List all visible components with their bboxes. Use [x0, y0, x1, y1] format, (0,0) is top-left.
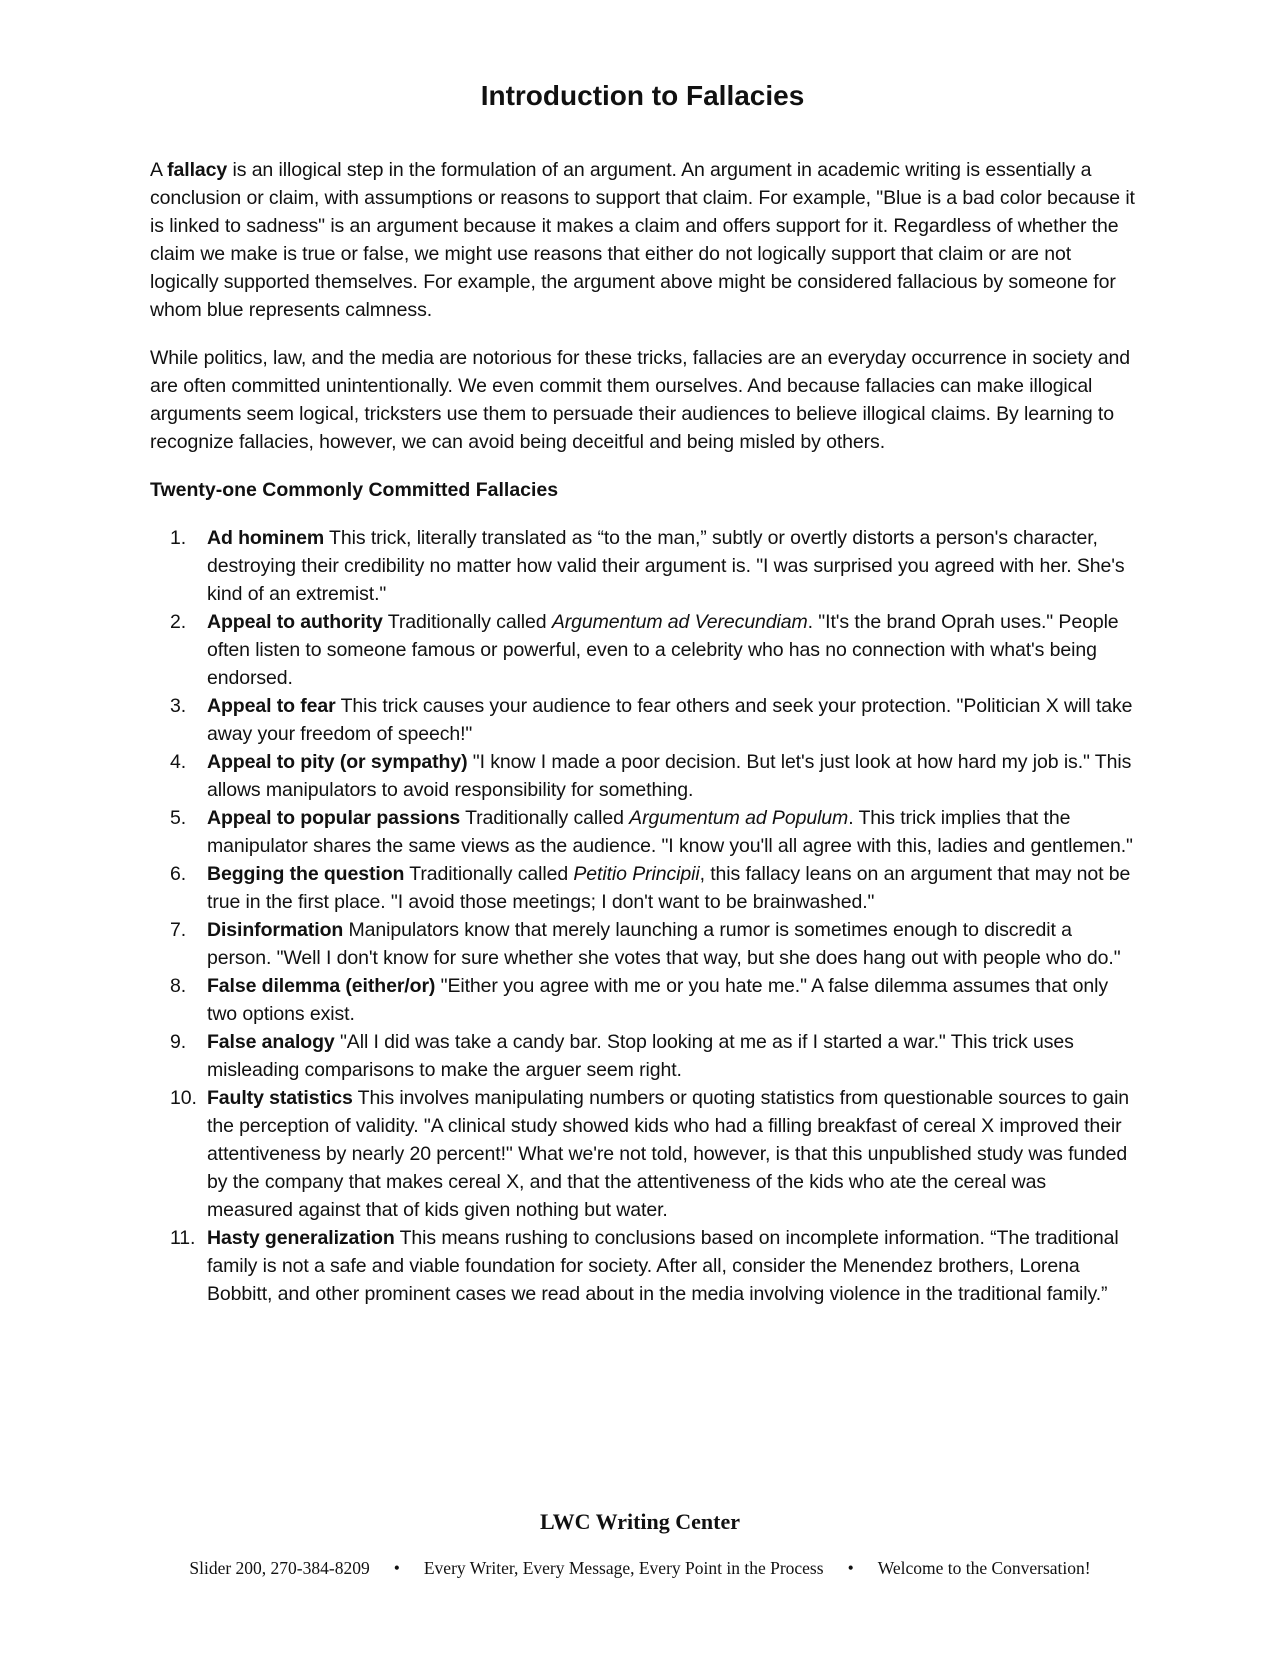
- list-item: [150, 916, 1135, 972]
- list-item-number: 2.: [170, 611, 187, 633]
- list-item-number: 9.: [170, 1031, 187, 1053]
- fallacy-description: , this fallacy leans on an argument that may not be true in the first place. "I avoid those meetings; I don't want to be brainwashed.": [207, 863, 1131, 913]
- list-item-number: 3.: [170, 695, 187, 717]
- footer-welcome: Welcome to the Conversation!: [877, 1558, 1091, 1578]
- list-item: [150, 1028, 1135, 1084]
- list-item: [150, 692, 1135, 748]
- intro-lead: A: [150, 159, 168, 181]
- list-item-number: 4.: [170, 751, 187, 773]
- list-item: [150, 804, 1135, 860]
- fallacy-name: False analogy: [207, 1031, 335, 1053]
- list-item-number: 10.: [170, 1087, 197, 1109]
- document-page: [150, 0, 1135, 1308]
- fallacy-description: "All I did was take a candy bar. Stop looking at me as if I started a war." This trick uses misleading comparisons to make the arguer seem right.: [207, 1031, 1074, 1081]
- intro-paragraph-1: [150, 156, 1135, 324]
- list-item: [150, 1224, 1135, 1308]
- fallacy-description: This trick, literally translated as “to the man,” subtly or overtly distorts a person's character, destroying their credibility no matter how valid their argument is. "I was surprised you agreed with her. She's kind of an extremist.": [207, 527, 1125, 605]
- fallacy-description: This involves manipulating numbers or quoting statistics from questionable sources to gain the perception of validity. "A clinical study showed kids who had a filling breakfast of cereal X improved their attentiveness by nearly 20 percent!" What we're not told, however, is that this unpublished study was funded by the company that makes cereal X, and that the attentiveness of the kids who ate the cereal was measured against that of kids given nothing but water.: [207, 1087, 1130, 1221]
- list-item-number: 1.: [170, 527, 187, 549]
- list-item: [150, 860, 1135, 916]
- list-item-number: 11.: [170, 1227, 196, 1249]
- list-item: [150, 748, 1135, 804]
- footer-info-line: [0, 1556, 1280, 1580]
- footer-title: LWC Writing Center: [539, 1509, 741, 1534]
- footer-contact: Slider 200, 270-384-8209: [189, 1558, 370, 1578]
- fallacy-name: Ad hominem: [207, 527, 325, 549]
- section-heading: Twenty-one Commonly Committed Fallacies: [150, 479, 559, 501]
- list-item-number: 7.: [170, 919, 187, 941]
- fallacy-description: Traditionally called: [460, 807, 630, 829]
- fallacy-name: Disinformation: [207, 919, 344, 941]
- fallacy-name: Faulty statistics: [207, 1087, 353, 1109]
- fallacy-description: . "It's the brand Oprah uses." People often listen to someone famous or powerful, even to a celebrity who has no connection with what's being endorsed.: [207, 611, 1119, 689]
- fallacy-description: "I know I made a poor decision. But let's just look at how hard my job is." This allows manipulators to avoid responsibility for something.: [207, 751, 1132, 801]
- fallacy-description: Traditionally called: [382, 611, 552, 633]
- footer-separator: •: [847, 1558, 854, 1578]
- fallacy-description: Manipulators know that merely launching a rumor is sometimes enough to discredit a person. "Well I don't know for sure whether she votes that way, but she does hang out with people who do.": [207, 919, 1121, 969]
- fallacy-description: This means rushing to conclusions based on incomplete information. “The traditional family is not a safe and viable foundation for society. After all, consider the Menendez brothers, Lorena Bobbitt, and other prominent cases we read about in the media involving violence in the traditional family.”: [207, 1227, 1119, 1305]
- fallacy-list: [150, 524, 1135, 1308]
- fallacy-latin-name: Petitio Principii: [573, 863, 700, 885]
- fallacy-description: . This trick implies that the manipulator shares the same views as the audience. "I know you'll all agree with this, ladies and gentlemen.": [207, 807, 1133, 857]
- fallacy-latin-name: Argumentum ad Populum: [629, 807, 849, 829]
- list-item-number: 8.: [170, 975, 187, 997]
- list-item: [150, 972, 1135, 1028]
- list-item-number: 5.: [170, 807, 187, 829]
- fallacy-description: This trick causes your audience to fear others and seek your protection. "Politician X will take away your freedom of speech!": [207, 695, 1133, 745]
- fallacy-description: "Either you agree with me or you hate me." A false dilemma assumes that only two options exist.: [207, 975, 1109, 1025]
- intro-body: is an illogical step in the formulation of an argument. An argument in academic writing is essentially a conclusion or claim, with assumptions or reasons to support that claim. For example, "Blue is a bad color because it is linked to sadness" is an argument because it makes a claim and offers support for it. Regardless of whether the claim we make is true or false, we might use reasons that either do not logically support that claim or are not logically supported themselves. For example, the argument above might be considered fallacious by someone for whom blue represents calmness.: [150, 159, 1135, 321]
- intro-paragraph-2: While politics, law, and the media are notorious for these tricks, fallacies are an everyday occurrence in society and are often committed unintentionally. We even commit them ourselves. And because fallacies can make illogical arguments seem logical, tricksters use them to persuade their audiences to believe illogical claims. By learning to recognize fallacies, however, we can avoid being deceitful and being misled by others.: [150, 347, 1130, 453]
- fallacy-name: Appeal to fear: [207, 695, 336, 717]
- list-item-number: 6.: [170, 863, 187, 885]
- fallacy-description: Traditionally called: [404, 863, 574, 885]
- list-item: [150, 608, 1135, 692]
- fallacy-name: Begging the question: [207, 863, 405, 885]
- fallacy-name: Appeal to authority: [207, 611, 383, 633]
- fallacy-name: Appeal to popular passions: [207, 807, 461, 829]
- fallacy-term: fallacy: [167, 159, 228, 181]
- fallacy-name: Hasty generalization: [207, 1227, 395, 1249]
- fallacy-name: False dilemma (either/or): [207, 975, 436, 997]
- footer-separator: •: [393, 1558, 400, 1578]
- footer-slogan: Every Writer, Every Message, Every Point in the Process: [423, 1558, 824, 1578]
- footer: [0, 1508, 1280, 1580]
- page-title: Introduction to Fallacies: [480, 80, 805, 111]
- fallacy-name: Appeal to pity (or sympathy): [207, 751, 468, 773]
- list-item: [150, 524, 1135, 608]
- fallacy-latin-name: Argumentum ad Verecundiam: [551, 611, 808, 633]
- list-item: [150, 1084, 1135, 1224]
